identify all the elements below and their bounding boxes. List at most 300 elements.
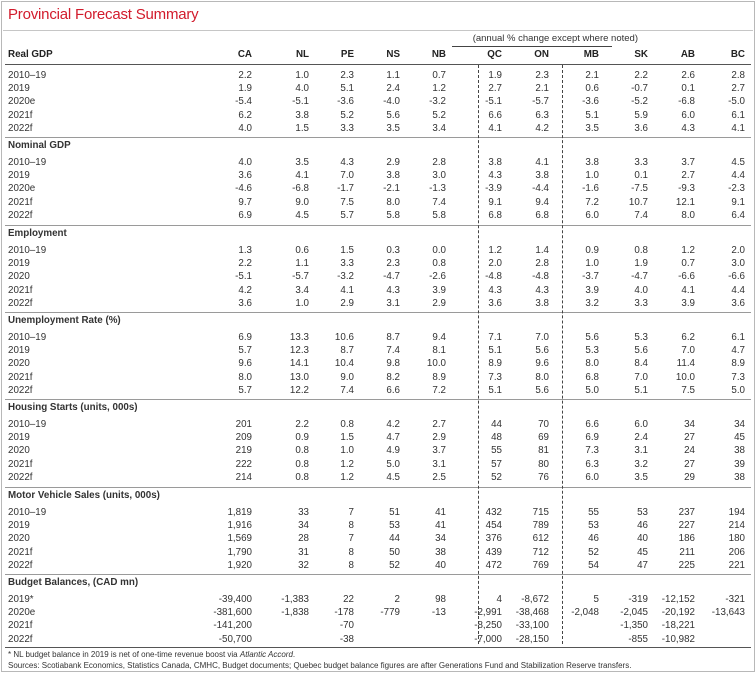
cell-ns: 4.2 [386,419,400,430]
cell-pe: -3.6 [337,96,354,108]
cell-on: 4.2 [535,122,549,134]
cell-sk: 6.0 [634,419,648,430]
cell-sk: 7.4 [634,209,648,221]
cell-qc: 52 [491,471,502,483]
cell-nl: 28 [298,533,309,545]
row-label: 2022f [8,633,33,645]
cell-on: 3.8 [535,297,549,309]
cell-sk: 3.6 [634,122,648,134]
cell-ca: 1,819 [227,507,252,518]
cell-nl: 1.0 [295,297,309,309]
cell-nl: 13.3 [289,332,309,343]
cell-qc: 9.1 [488,196,502,208]
cell-on: -4.4 [532,183,549,195]
cell-qc: 48 [491,432,502,444]
cell-ns: 53 [389,520,400,532]
cell-pe: -38 [339,633,354,645]
cell-sk: -4.7 [631,271,648,283]
cell-sk: -855 [628,633,648,645]
cell-pe: 8.7 [340,345,354,357]
cell-nb: 1.2 [432,83,446,95]
cell-mb: 1.0 [585,258,599,270]
cell-ca: 6.9 [238,332,252,343]
cell-pe: 1.5 [340,245,354,256]
column-header-ns: NS [386,49,400,60]
cell-ab: 27 [684,432,695,444]
cell-qc: 432 [485,507,502,518]
cell-bc: 5.0 [731,384,745,396]
cell-ab: 24 [684,445,695,457]
cell-nb: 5.2 [432,109,446,121]
row-label: 2019 [8,345,30,357]
cell-bc: 4.4 [731,170,745,182]
cell-ca: 1.9 [238,83,252,95]
cell-sk: 3.1 [634,445,648,457]
table-row [2,634,754,647]
cell-ab: 3.7 [681,157,695,168]
cell-sk: 4.0 [634,284,648,296]
cell-on: 81 [538,445,549,457]
cell-qc: 4.3 [488,284,502,296]
cell-ns: 44 [389,533,400,545]
cell-nb: 2.7 [432,419,446,430]
cell-sk: 3.2 [634,458,648,470]
row-label: 2010–19 [8,70,47,81]
table-row [2,110,754,123]
cell-nl: 9.0 [295,196,309,208]
cell-sk: 7.0 [634,371,648,383]
cell-nl: -1,838 [281,607,309,619]
row-label: 2021f [8,620,33,632]
cell-mb: -2,048 [571,607,599,619]
cell-on: -5.7 [532,96,549,108]
cell-ab: 2.6 [681,70,695,81]
cell-pe: 3.3 [340,122,354,134]
cell-mb: 8.0 [585,358,599,370]
table-row [2,298,754,311]
cell-ab: 6.0 [681,109,695,121]
cell-ca: 9.7 [238,196,252,208]
cell-on: 70 [538,419,549,430]
row-label: 2019 [8,170,30,182]
cell-qc: 55 [491,445,502,457]
cell-nl: 1.1 [295,258,309,270]
cell-pe: 2.3 [340,70,354,81]
cell-sk: 5.9 [634,109,648,121]
cell-pe: 9.0 [340,371,354,383]
cell-qc: 4.1 [488,122,502,134]
table-row [2,372,754,385]
cell-bc: 7.3 [731,371,745,383]
cell-on: 5.6 [535,384,549,396]
cell-qc: 3.6 [488,297,502,309]
cell-ns: -4.0 [383,96,400,108]
row-label: 2021f [8,109,33,121]
cell-qc: 472 [485,559,502,571]
cell-mb: -1.6 [582,183,599,195]
cell-nl: 4.1 [295,170,309,182]
cell-qc: -3.9 [485,183,502,195]
cell-ca: -5.4 [235,96,252,108]
cell-pe: 5.1 [340,83,354,95]
cell-ca: 1,569 [227,533,252,545]
row-label: 2020e [8,96,36,108]
cell-ns: -2.1 [383,183,400,195]
cell-ab: 237 [678,507,695,518]
cell-ca: 219 [235,445,252,457]
row-label: 2019 [8,258,30,270]
table-row [2,560,754,573]
cell-nl: 31 [298,546,309,558]
cell-nb: -13 [431,607,446,619]
cell-ca: 2.2 [238,70,252,81]
table-row [2,507,754,520]
cell-ab: 27 [684,458,695,470]
table-row [2,607,754,620]
section-title: Budget Balances, (CAD mn) [8,577,139,588]
cell-sk: 5.6 [634,345,648,357]
cell-nb: 7.2 [432,384,446,396]
row-label: 2021f [8,458,33,470]
cell-ns: 5.0 [386,458,400,470]
cell-ns: 1.1 [386,70,400,81]
cell-ca: 1.3 [238,245,252,256]
cell-nl: 13.0 [289,371,309,383]
section-title: Unemployment Rate (%) [8,315,121,326]
cell-ca: 6.2 [238,109,252,121]
cell-bc: 2.8 [731,70,745,81]
cell-bc: 38 [734,445,745,457]
title-divider [3,30,753,31]
cell-nl: -5.1 [292,96,309,108]
cell-on: 9.4 [535,196,549,208]
cell-bc: 39 [734,458,745,470]
cell-ca: 6.9 [238,209,252,221]
cell-ns: 8.7 [386,332,400,343]
row-label: 2020 [8,358,30,370]
cell-sk: -1,350 [620,620,648,632]
cell-ca: -141,200 [213,620,252,632]
cell-nl: 1.5 [295,122,309,134]
cell-mb: 0.9 [585,245,599,256]
cell-ab: -9.3 [678,183,695,195]
row-label: 2022f [8,559,33,571]
cell-nb: 3.0 [432,170,446,182]
cell-ab: 10.0 [675,371,695,383]
cell-on: 6.8 [535,209,549,221]
cell-qc: -8,250 [474,620,502,632]
row-label: 2020e [8,607,36,619]
cell-qc: -2,991 [474,607,502,619]
cell-ab: 0.7 [681,258,695,270]
row-label: 2021f [8,196,33,208]
cell-qc: 6.6 [488,109,502,121]
cell-ab: 7.0 [681,345,695,357]
cell-on: 612 [532,533,549,545]
divider-on-mb [562,65,563,644]
cell-bc: 45 [734,432,745,444]
cell-mb: 53 [588,520,599,532]
cell-nb: 2.8 [432,157,446,168]
cell-sk: -7.5 [631,183,648,195]
cell-nl: 0.6 [295,245,309,256]
row-label: 2010–19 [8,245,47,256]
cell-mb: 54 [588,559,599,571]
table-row [2,285,754,298]
cell-bc: -13,643 [711,607,745,619]
cell-nb: -3.2 [429,96,446,108]
cell-nb: 2.9 [432,432,446,444]
cell-ns: 8.2 [386,371,400,383]
cell-on: -8,672 [521,594,549,605]
cell-ca: 209 [235,432,252,444]
cell-ab: -6.8 [678,96,695,108]
cell-qc: 376 [485,533,502,545]
cell-pe: 10.6 [334,332,354,343]
cell-ns: 3.8 [386,170,400,182]
cell-nb: 0.7 [432,70,446,81]
cell-nb: 98 [435,594,446,605]
cell-sk: 40 [637,533,648,545]
cell-on: 712 [532,546,549,558]
row-label: 2022f [8,209,33,221]
cell-sk: 2.4 [634,432,648,444]
cell-ab: 34 [684,419,695,430]
cell-bc: 180 [728,533,745,545]
cell-on: 4.1 [535,157,549,168]
cell-nb: 38 [435,546,446,558]
row-label: 2020 [8,533,30,545]
table-row [2,271,754,284]
column-header-ab: AB [680,49,695,60]
cell-on: 1.4 [535,245,549,256]
cell-ca: 4.2 [238,284,252,296]
cell-bc: -6.6 [728,271,745,283]
cell-nb: 8.1 [432,345,446,357]
column-header-bc: BC [730,49,745,60]
cell-sk: 3.5 [634,471,648,483]
cell-mb: 3.8 [585,157,599,168]
table-row [2,332,754,345]
row-label: 2019* [8,594,34,605]
cell-nl: -5.7 [292,271,309,283]
cell-ns: 7.4 [386,345,400,357]
cell-ns: 2 [394,594,400,605]
cell-nl: 1.0 [295,70,309,81]
footnote-nl-budget [8,650,295,659]
cell-qc: 6.8 [488,209,502,221]
cell-ca: 214 [235,471,252,483]
cell-ns: 51 [389,507,400,518]
cell-bc: 6.1 [731,109,745,121]
cell-ns: 8.0 [386,196,400,208]
cell-qc: 57 [491,458,502,470]
cell-ns: 2.4 [386,83,400,95]
footer-divider [5,647,751,648]
cell-ca: 5.7 [238,345,252,357]
cell-nl: 4.0 [295,83,309,95]
cell-pe: 4.3 [340,157,354,168]
cell-mb: 5.1 [585,109,599,121]
cell-on: 2.8 [535,258,549,270]
table-row [2,123,754,136]
cell-pe: 7.5 [340,196,354,208]
cell-sk: 3.3 [634,297,648,309]
cell-pe: 0.8 [340,419,354,430]
table-row [2,533,754,546]
header-divider [5,64,751,65]
section-divider [5,312,751,313]
cell-ca: 9.6 [238,358,252,370]
table-row [2,96,754,109]
section-divider [5,225,751,226]
row-label: 2020 [8,271,30,283]
cell-sk: 46 [637,520,648,532]
cell-nl: 0.8 [295,458,309,470]
cell-nl: 33 [298,507,309,518]
cell-pe: 2.9 [340,297,354,309]
cell-ab: 225 [678,559,695,571]
cell-bc: 221 [728,559,745,571]
cell-bc: 214 [728,520,745,532]
column-header-nb: NB [431,49,446,60]
cell-pe: 7 [348,507,354,518]
cell-nl: -1,383 [281,594,309,605]
units-note: (annual % change except where noted) [472,33,638,44]
cell-nb: -1.3 [429,183,446,195]
cell-on: 6.3 [535,109,549,121]
cell-on: -33,100 [515,620,549,632]
cell-ab: 0.1 [681,83,695,95]
cell-mb: 1.0 [585,170,599,182]
cell-qc: 2.7 [488,83,502,95]
cell-sk: 8.4 [634,358,648,370]
table-row [2,258,754,271]
cell-on: 715 [532,507,549,518]
cell-mb: 5.0 [585,384,599,396]
column-header-qc: QC [487,49,502,60]
table-row [2,83,754,96]
cell-ca: 4.0 [238,157,252,168]
cell-nl: 14.1 [289,358,309,370]
cell-nl: 4.5 [295,209,309,221]
cell-bc: 3.6 [731,297,745,309]
footnote-nl-budget-text: * NL budget balance in 2019 is net of one-time revenue boost via [8,650,240,659]
table-row [2,183,754,196]
cell-mb: 2.1 [585,70,599,81]
cell-sk: 0.1 [634,170,648,182]
cell-bc: -321 [725,594,745,605]
cell-on: -28,150 [515,633,549,645]
cell-nb: 0.0 [432,245,446,256]
cell-qc: 2.0 [488,258,502,270]
cell-qc: 4.3 [488,170,502,182]
divider-nb-qc [478,65,479,644]
cell-sk: 5.3 [634,332,648,343]
cell-nl: 0.8 [295,471,309,483]
cell-qc: 3.8 [488,157,502,168]
row-label: 2022f [8,122,33,134]
cell-on: 789 [532,520,549,532]
cell-pe: 8 [348,559,354,571]
section-divider [5,137,751,138]
cell-sk: -319 [628,594,648,605]
cell-pe: 22 [343,594,354,605]
cell-pe: 1.2 [340,471,354,483]
cell-pe: 1.0 [340,445,354,457]
section-divider [5,574,751,575]
cell-mb: 5 [593,594,599,605]
cell-ca: 1,920 [227,559,252,571]
cell-ns: 2.3 [386,258,400,270]
cell-ca: -50,700 [218,633,252,645]
cell-nl: 2.2 [295,419,309,430]
cell-nl: 3.4 [295,284,309,296]
cell-nb: 3.1 [432,458,446,470]
cell-nb: 41 [435,507,446,518]
cell-mb: 5.3 [585,345,599,357]
cell-bc: 8.9 [731,358,745,370]
cell-bc: 4.4 [731,284,745,296]
cell-bc: 6.4 [731,209,745,221]
cell-ns: 4.7 [386,432,400,444]
cell-nb: 40 [435,559,446,571]
cell-mb: 7.2 [585,196,599,208]
cell-ns: 4.3 [386,284,400,296]
cell-ns: 0.3 [386,245,400,256]
row-label: 2020 [8,445,30,457]
row-label: 2010–19 [8,419,47,430]
cell-ca: 5.7 [238,384,252,396]
cell-sk: -2,045 [620,607,648,619]
cell-mb: 3.2 [585,297,599,309]
cell-sk: 5.1 [634,384,648,396]
table-row [2,620,754,633]
cell-mb: 0.6 [585,83,599,95]
cell-on: 769 [532,559,549,571]
cell-qc: 4 [496,594,502,605]
cell-qc: 439 [485,546,502,558]
cell-ca: 201 [235,419,252,430]
cell-ab: 227 [678,520,695,532]
cell-on: 80 [538,458,549,470]
cell-nb: 3.4 [432,122,446,134]
cell-pe: 8 [348,546,354,558]
table-row [2,472,754,485]
cell-ns: 5.6 [386,109,400,121]
cell-sk: 10.7 [628,196,648,208]
cell-ab: -18,221 [661,620,695,632]
cell-pe: 7.0 [340,170,354,182]
cell-bc: 2.7 [731,83,745,95]
cell-qc: 454 [485,520,502,532]
cell-sk: 45 [637,546,648,558]
cell-on: 9.6 [535,358,549,370]
cell-nb: 5.8 [432,209,446,221]
cell-ab: 2.7 [681,170,695,182]
row-label: 2021f [8,371,33,383]
column-header-mb: MB [583,49,599,60]
cell-nb: 2.5 [432,471,446,483]
cell-ab: 29 [684,471,695,483]
row-label: 2022f [8,471,33,483]
cell-ab: 4.3 [681,122,695,134]
table-row [2,345,754,358]
row-label: 2022f [8,297,33,309]
cell-mb: 7.3 [585,445,599,457]
section-title: Employment [8,228,67,239]
cell-nl: 12.2 [289,384,309,396]
